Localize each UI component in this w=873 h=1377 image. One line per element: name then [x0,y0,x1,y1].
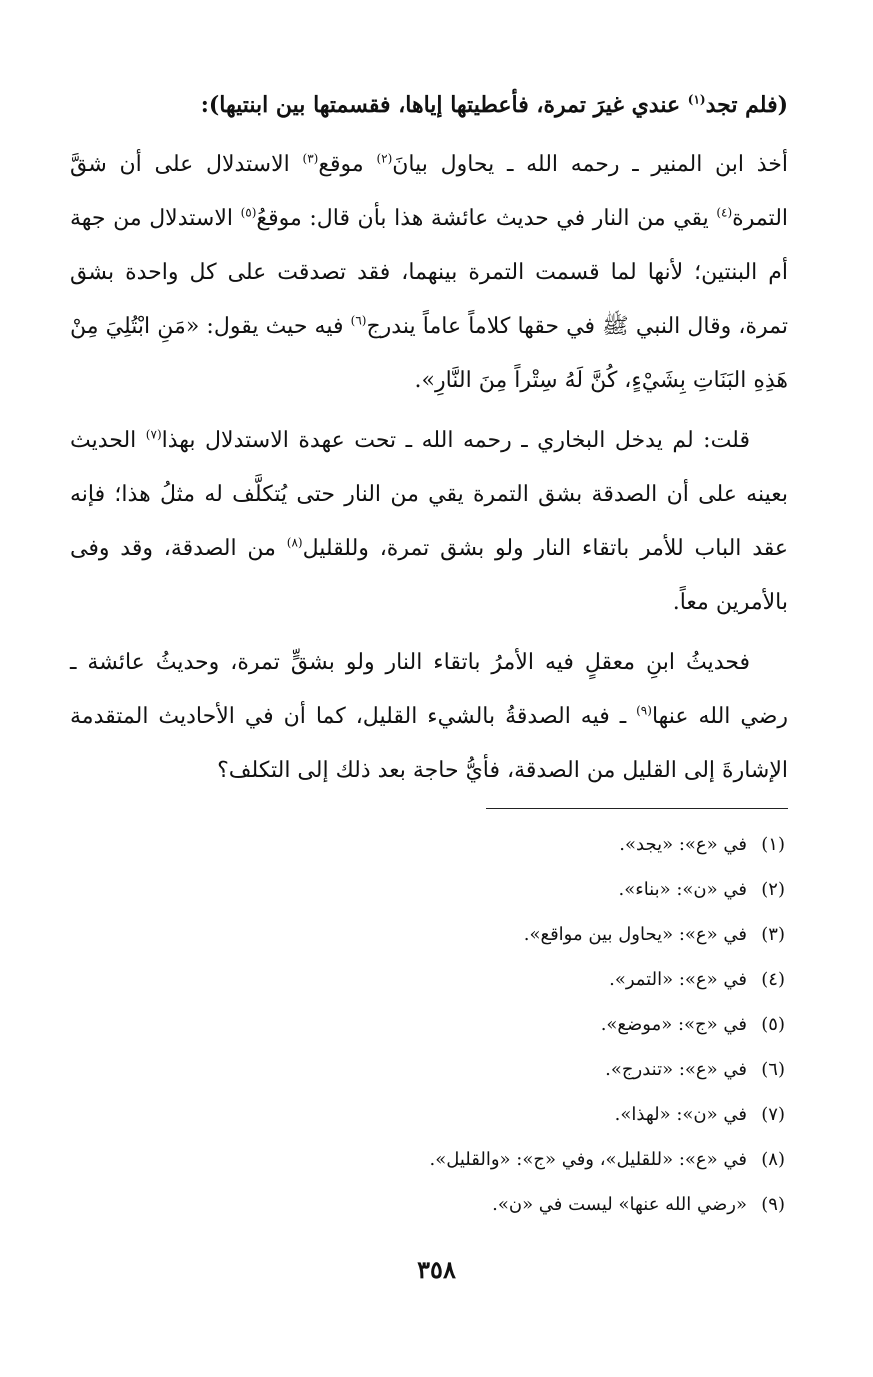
footnote-text: في «ع»: «للقليل»، وفي «ج»: «والقليل». [429,1149,747,1170]
footnote-number: (٦) [761,1059,785,1080]
paragraph-hadith-quote [70,78,788,132]
footnote-item [120,867,785,912]
text-run: (فلم تجد [705,92,788,118]
footnote-number: (٣) [761,924,785,945]
text-run: قلت: لم يدخل البخاري ـ رحمه الله ـ تحت عهدة الاستدلال بهذا [161,428,750,453]
text-run: عندي غيرَ تمرة، فأعطيتها إياها، فقسمتها بين ابنتيها): [200,92,688,118]
text-run: موقع [318,152,377,177]
footnote-ref-1[interactable]: (١) [687,92,706,107]
footnote-text: في «ع»: «تندرج». [605,1059,747,1080]
paragraph-author-comment [70,414,788,630]
footnote-ref-2[interactable]: (٢) [376,151,393,166]
footnote-text: في «ن»: «بناء». [618,879,747,900]
footnote-text: في «ع»: «يحاول بين مواقع». [523,924,747,945]
text-run: يقي من النار في حديث عائشة هذا بأن قال: موقعُ [256,206,717,231]
footnote-ref-6[interactable]: (٦) [350,313,367,328]
text-run: فيه حيث يقول: «مَنِ ابْتُلِيَ مِنْ هَذِهِ البَنَاتِ بِشَيْءٍ، كُنَّ لَهُ سِتْراً مِنَ النَّارِ». [70,314,788,393]
footnote-number: (٩) [761,1194,785,1215]
footnote-ref-9[interactable]: (٩) [636,703,652,718]
footnote-ref-3[interactable]: (٣) [302,151,319,166]
text-run: الاستدلال من جهة أم البنتين؛ لأنها لما قسمت التمرة بينهما، فقد تصدقت على كل واحدة بشق تمرة، وقال النبي ﷺ في حقها كلاماً عاماً يندرج [70,206,788,339]
footnote-item [120,1182,785,1227]
footnote-ref-8[interactable]: (٨) [286,535,303,550]
footnote-ref-4[interactable]: (٤) [716,205,733,220]
footnote-ref-7[interactable]: (٧) [145,427,162,442]
text-run: الاستدلال على أن شقَّ التمرة [70,152,789,231]
footnote-item [120,1002,785,1047]
footnote-text: في «ع»: «التمر». [609,969,747,990]
footnote-text: في «ن»: «لهذا». [614,1104,747,1125]
text-run: فحديثُ ابنِ معقلٍ فيه الأمرُ باتقاء النار ولو بشقٍّ تمرة، وحديثُ عائشة ـ رضي الله عنها [70,650,788,729]
footnote-number: (٨) [761,1149,785,1170]
footnote-item [120,822,785,867]
footnote-item [120,1137,785,1182]
main-text [70,78,788,798]
footnote-divider [486,808,788,809]
footnote-item [120,912,785,957]
footnote-text: «رضي الله عنها» ليست في «ن». [492,1194,747,1215]
footnote-text: في «ع»: «يجد». [619,834,747,855]
footnote-item [120,1092,785,1137]
footnote-number: (٥) [761,1014,785,1035]
footnote-number: (١) [761,834,785,855]
text-run: الحديث بعينه على أن الصدقة بشق التمرة يقي من النار حتى يُتكلَّف له مثلُ هذا؛ فإنه عقد الباب للأمر باتقاء النار ولو بشق تمرة، وللقليل [70,428,789,561]
footnote-number: (٤) [761,969,785,990]
footnotes-list [120,822,785,1227]
page-number: ٣٥٨ [417,1255,456,1284]
footnote-number: (٧) [761,1104,785,1125]
footnote-text: في «ج»: «موضع». [600,1014,747,1035]
paragraph-ibn-al-munayyir [70,138,788,408]
footnote-ref-5[interactable]: (٥) [240,205,257,220]
footnote-item [120,957,785,1002]
footnote-number: (٢) [761,879,785,900]
text-run: ـ فيه الصدقةُ بالشيء القليل، كما أن في الأحاديث المتقدمة الإشارةَ إلى القليل من الصدقة، فأيُّ حاجة بعد ذلك إلى التكلف؟ [70,704,788,783]
footnote-item [120,1047,785,1092]
text-run: أخذ ابن المنير ـ رحمه الله ـ يحاول بيانَ [392,152,788,177]
text-run: من الصدقة، وقد وفى بالأمرين معاً. [70,536,788,615]
paragraph-conclusion [70,636,788,798]
